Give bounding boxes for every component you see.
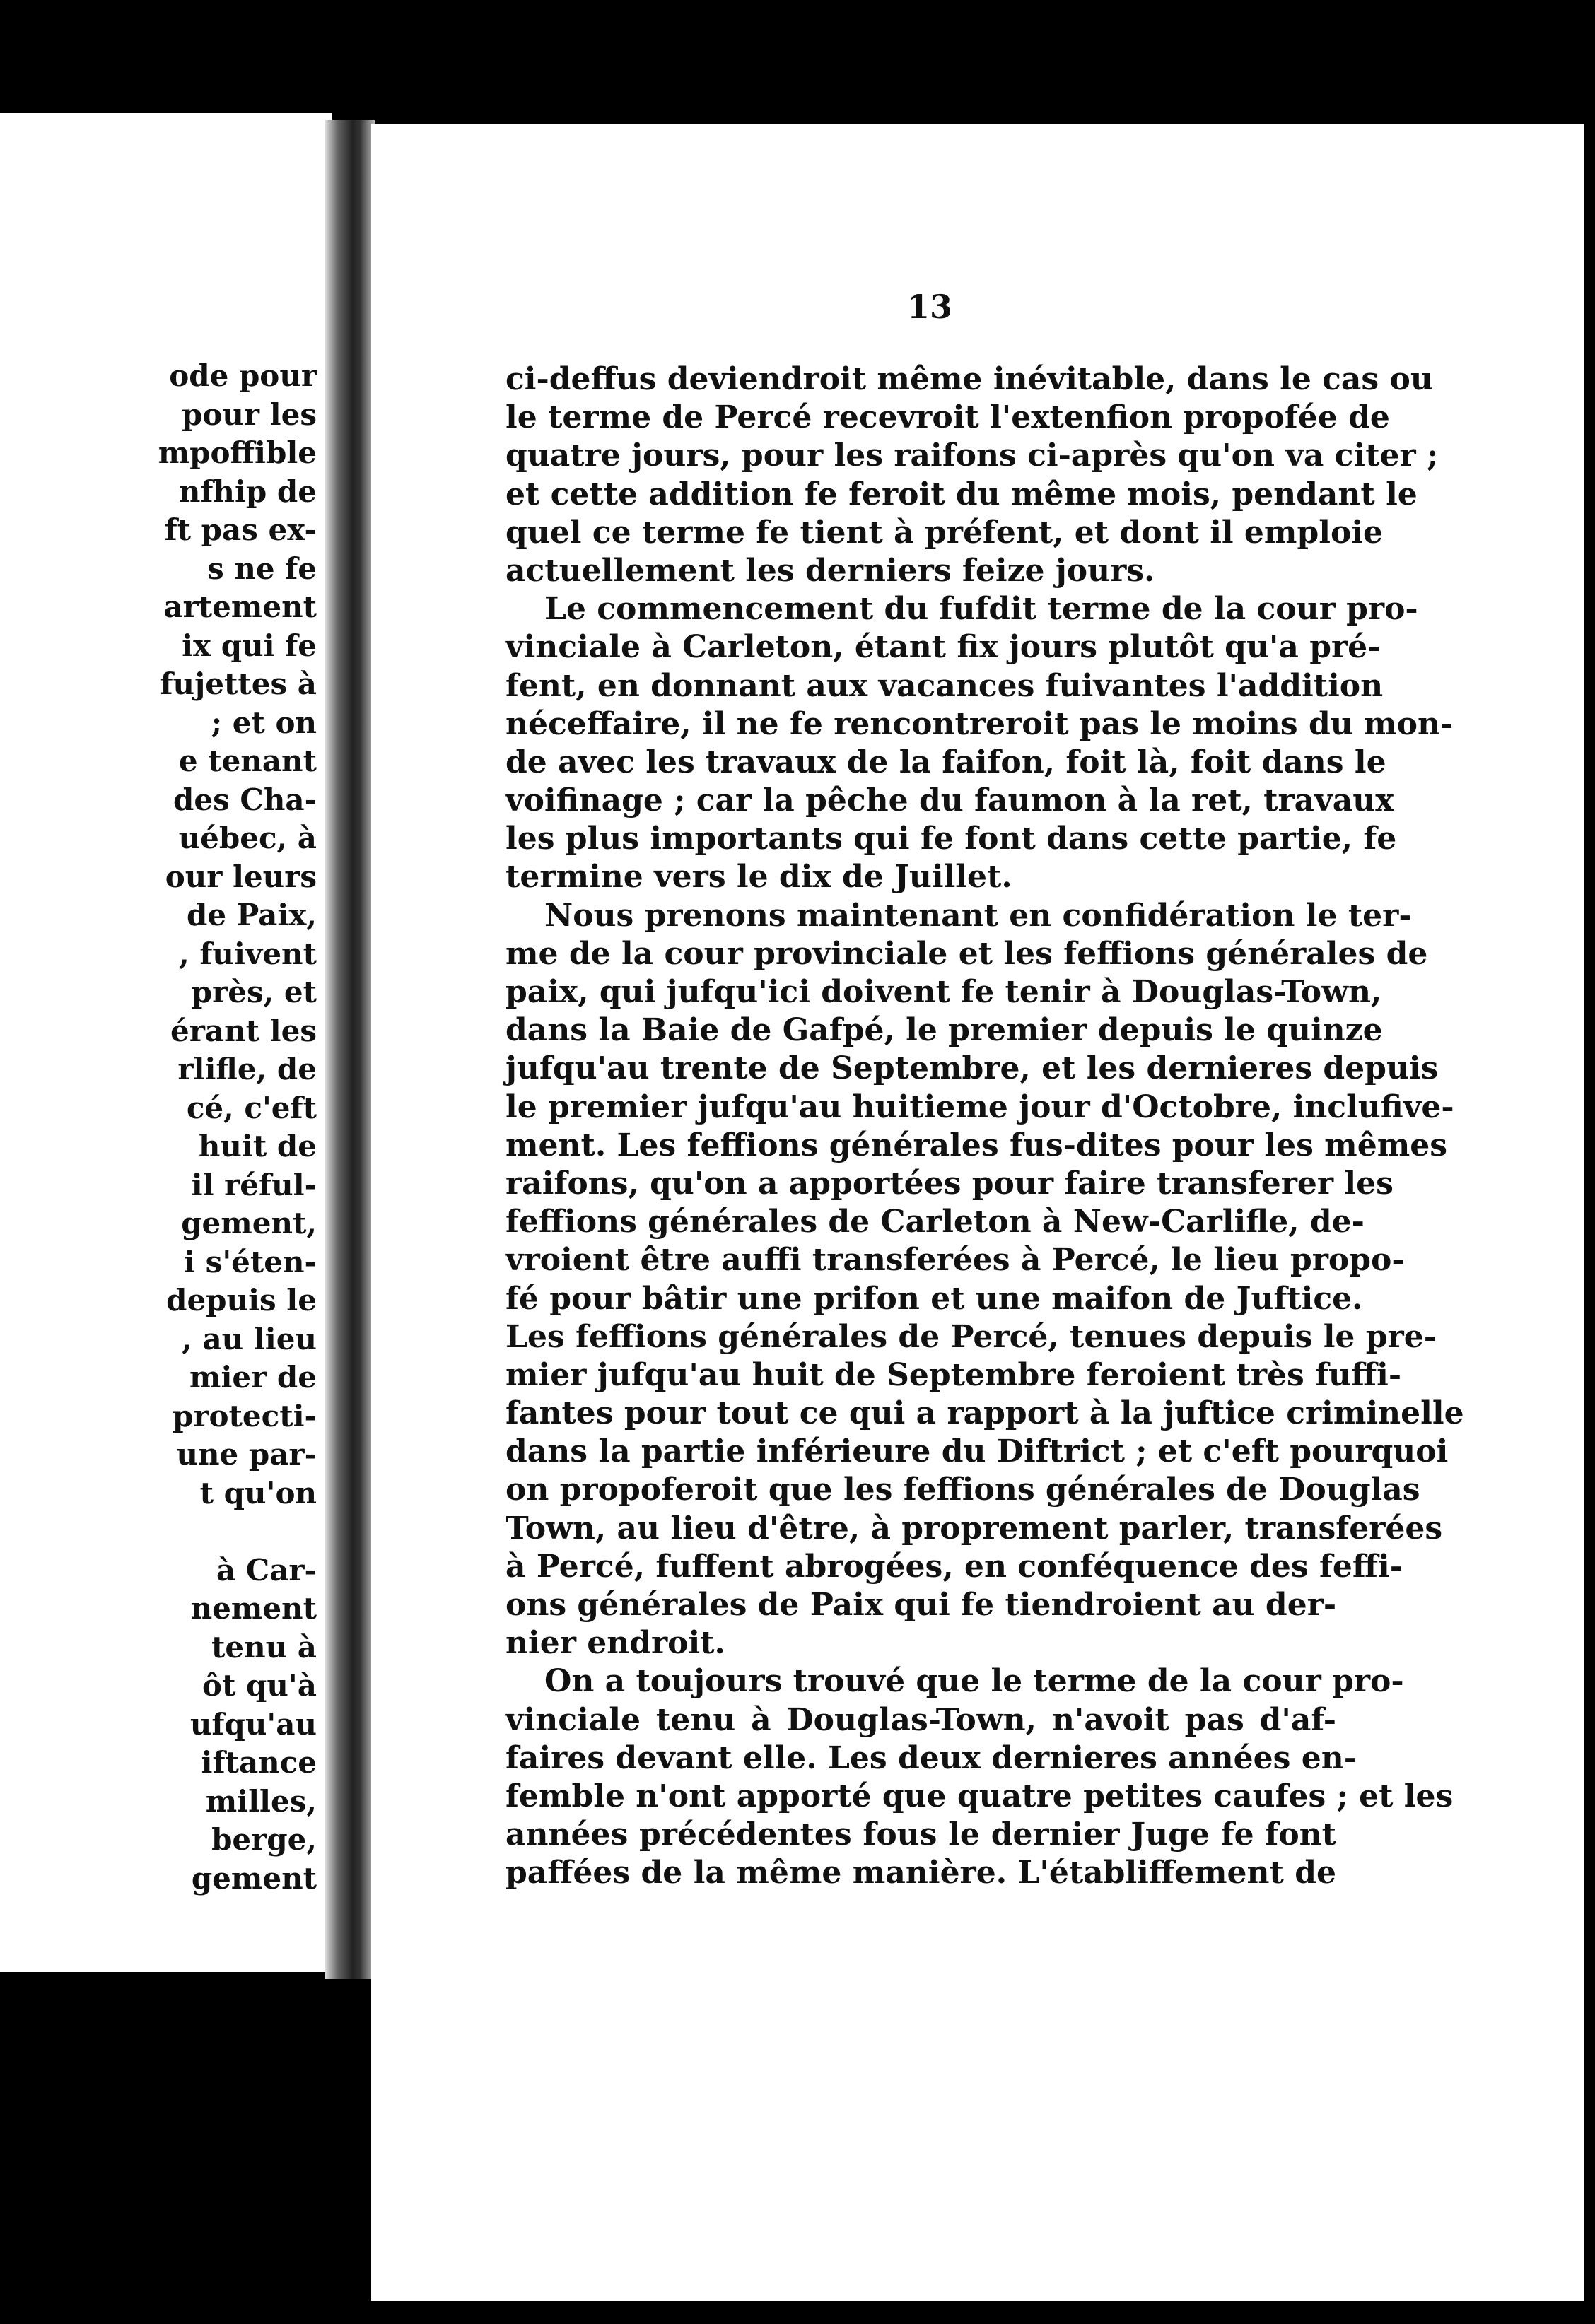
text-line: Nous prenons maintenant en confidération le ter- bbox=[544, 897, 1412, 934]
left-page-line: milles, bbox=[205, 1783, 317, 1819]
text-line: néceffaire, il ne fe rencontreroit pas le moins du mon- bbox=[506, 705, 1454, 742]
text-line: paffées de la même manière. L'établiffement de bbox=[506, 1855, 1336, 1891]
text-line: ons générales de Paix qui fe tiendroient au der- bbox=[506, 1587, 1337, 1623]
text-line: fé pour bâtir une prifon et une maifon de Juftice. bbox=[506, 1280, 1363, 1317]
text-line: quatre jours, pour les raifons ci-après qu'on va citer ; bbox=[506, 438, 1439, 474]
text-line: voifinage ; car la pêche du faumon à la ret, travaux bbox=[506, 782, 1394, 819]
left-page-line: nfhip de bbox=[178, 474, 317, 509]
facing-page-text bbox=[20, 357, 317, 1898]
left-page-line: ode pour bbox=[169, 358, 317, 393]
text-line: le premier jufqu'au huitieme jour d'Octobre, inclufive- bbox=[506, 1088, 1454, 1125]
text-line: ment. Les feffions générales fus-dites pour les mêmes bbox=[506, 1127, 1448, 1163]
left-page-line: nement bbox=[190, 1591, 317, 1626]
page-body-text bbox=[506, 360, 1464, 1893]
text-line: femble n'ont apporté que quatre petites caufes ; et les bbox=[506, 1778, 1454, 1814]
text-line: fent, en donnant aux vacances fuivantes l'addition bbox=[506, 667, 1384, 704]
left-page-line: ôt qu'à bbox=[201, 1668, 317, 1703]
left-page-blank-line bbox=[20, 1513, 317, 1551]
text-line: quel ce terme fe tient à préfent, et dont il emploie bbox=[506, 514, 1384, 551]
text-line: vroient être auffi transferées à Percé, le lieu propo- bbox=[506, 1242, 1405, 1279]
left-page-line: fujettes à bbox=[160, 667, 317, 701]
left-page-line: érant les bbox=[170, 1013, 317, 1048]
text-line: me de la cour provinciale et les feffions générales de bbox=[506, 935, 1428, 972]
text-line: faires devant elle. Les deux dernieres années en- bbox=[506, 1739, 1357, 1776]
left-page-line: à Car- bbox=[216, 1552, 317, 1588]
left-page-line: rlifle, de bbox=[177, 1052, 317, 1086]
left-page-line: artement bbox=[163, 589, 317, 624]
left-page-line: ft pas ex- bbox=[164, 512, 317, 547]
book-gutter bbox=[325, 120, 375, 1979]
left-page-line: iftance bbox=[201, 1745, 317, 1780]
left-page-line: il réful- bbox=[191, 1167, 317, 1202]
left-page-line: protecti- bbox=[173, 1398, 317, 1433]
left-page-line: pour les bbox=[182, 397, 317, 432]
left-page-line: ix qui fe bbox=[182, 628, 317, 663]
text-line: ci-deffus deviendroit même inévitable, dans le cas ou bbox=[506, 361, 1433, 397]
left-page-line: de Paix, bbox=[187, 898, 317, 932]
left-page-line: i s'éten- bbox=[184, 1244, 317, 1279]
left-page-line: huit de bbox=[198, 1129, 317, 1163]
text-line: de avec les travaux de la faifon, foit là, foit dans le bbox=[506, 744, 1386, 780]
text-line: et cette addition fe feroit du même mois, pendant le bbox=[506, 476, 1418, 512]
left-page-line: des Cha- bbox=[173, 782, 317, 817]
text-line: termine vers le dix de Juillet. bbox=[506, 859, 1012, 896]
left-page-line: t qu'on bbox=[199, 1475, 317, 1510]
text-line: raifons, qu'on a apportées pour faire transferer les bbox=[506, 1165, 1394, 1202]
facing-page-left bbox=[0, 113, 332, 1972]
text-line: paix, qui jufqu'ici doivent fe tenir à Douglas-Town, bbox=[506, 974, 1382, 1010]
text-line: nier endroit. bbox=[506, 1625, 725, 1662]
page-right bbox=[371, 124, 1584, 2301]
left-page-line: mier de bbox=[189, 1360, 317, 1395]
text-line: on propoferoit que les feffions générales de Douglas bbox=[506, 1472, 1420, 1508]
text-line: vinciale tenu à Douglas-Town, n'avoit pas d'af- bbox=[506, 1701, 1336, 1738]
text-line: jufqu'au trente de Septembre, et les dernieres depuis bbox=[506, 1050, 1439, 1087]
text-line: On a toujours trouvé que le terme de la cour pro- bbox=[544, 1663, 1404, 1700]
left-page-line: ; et on bbox=[211, 705, 317, 740]
text-line: mier jufqu'au huit de Septembre feroient très fuffi- bbox=[506, 1356, 1402, 1393]
text-line: Le commencement du fufdit terme de la cour pro- bbox=[544, 591, 1418, 628]
text-line: Les feffions générales de Percé, tenues depuis le pre- bbox=[506, 1318, 1437, 1355]
page-number: 13 bbox=[907, 288, 953, 326]
text-line: feffions générales de Carleton à New-Carlifle, de- bbox=[506, 1204, 1365, 1240]
left-page-line: depuis le bbox=[166, 1283, 317, 1317]
left-page-line: our leurs bbox=[165, 859, 317, 894]
text-line: le terme de Percé recevroit l'extenfion propofée de bbox=[506, 399, 1390, 436]
text-line: vinciale à Carleton, étant fix jours plutôt qu'a pré- bbox=[506, 629, 1381, 666]
left-page-line: s ne fe bbox=[207, 551, 317, 586]
left-page-line: ufqu'au bbox=[189, 1706, 317, 1742]
text-line: Town, au lieu d'être, à proprement parler, transferées bbox=[506, 1510, 1443, 1547]
left-page-line: berge, bbox=[211, 1822, 317, 1857]
left-page-line: , fuivent bbox=[179, 936, 317, 971]
left-page-line: mpoffible bbox=[158, 435, 317, 470]
text-line: dans la partie inférieure du Diftrict ; et c'eft pourquoi bbox=[506, 1433, 1449, 1470]
left-page-line: cé, c'eft bbox=[186, 1090, 317, 1125]
text-line: les plus importants qui fe font dans cette partie, fe bbox=[506, 821, 1397, 857]
text-line: dans la Baie de Gafpé, le premier depuis le quinze bbox=[506, 1012, 1383, 1049]
text-line: années précédentes fous le dernier Juge fe font bbox=[506, 1817, 1336, 1853]
left-page-line: près, et bbox=[191, 975, 317, 1009]
text-line: actuellement les derniers feize jours. bbox=[506, 552, 1155, 589]
text-line: fantes pour tout ce qui a rapport à la juftice criminelle bbox=[506, 1395, 1464, 1432]
left-page-line: uébec, à bbox=[178, 821, 317, 855]
text-line: à Percé, fuffent abrogées, en conféquence des feffi- bbox=[506, 1548, 1403, 1585]
left-page-line: , au lieu bbox=[182, 1321, 317, 1356]
left-page-line: une par- bbox=[176, 1437, 317, 1472]
left-page-line: tenu à bbox=[211, 1629, 317, 1665]
left-page-line: e tenant bbox=[178, 744, 317, 778]
left-page-line: gement bbox=[191, 1860, 317, 1896]
left-page-line: gement, bbox=[181, 1206, 317, 1240]
